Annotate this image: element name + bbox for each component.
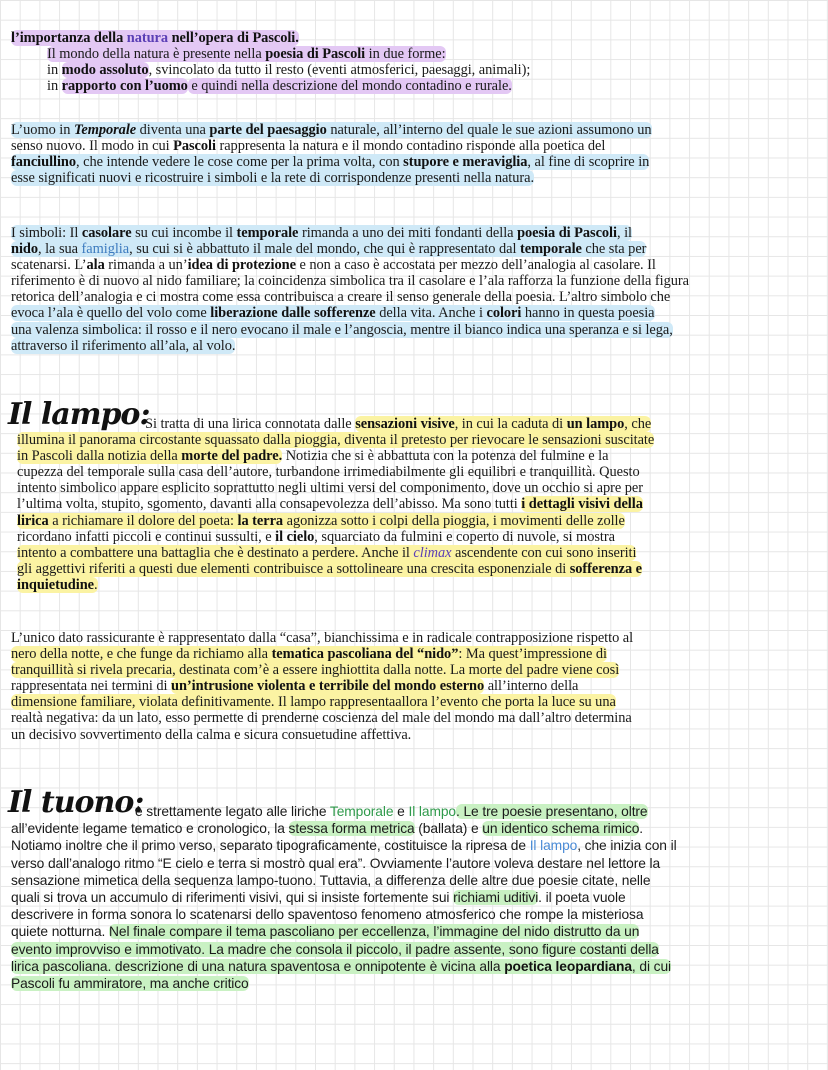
- section-il-tuono: è strettamente legato alle liriche Temporale e Il lampo. Le tre poesie presentano, oltre all’evidente legame tematico e cronologico, la stessa forma metrica (ballata) e un identico schema rimico. Notiamo inoltre che il primo verso, separato tipograficamente, costituisce la ripresa de Il lampo, che inizia con il verso dall’analogo ritmo “E cielo e terra si mostrò qual era”. Ovviamente l’autore voleva destare nel lettore la sensazione mimetica della sequenza lampo-tuono. Tuttavia, a differenza delle altre due poesie citate, nelle quali si trova un accumulo di riferimenti visivi, qui si insiste fortemente sui richiami uditivi. il poeta vuole descrivere in forma sonora lo scatenarsi dello spaventoso fenomeno atmosferico che rompe la misteriosa quiete notturna. Nel finale compare il tema pascoliano per eccellenza, l’immagine del nido distrutto da un evento improvviso e immotivato. La madre che consola il piccolo, il padre assente, sono figure costanti della lirica pascoliana. descrizione di una natura spaventosa e onnipotente è vicina alla poetica leopardiana, di cui Pascoli fu ammiratore, ma anche critico: [11, 804, 677, 991]
- section-temporale-uomo: L’uomo in Temporale diventa una parte del paesaggio naturale, all’interno del quale le sue azioni assumono un senso nuovo. Il modo in cui Pascoli rappresenta la natura e il mondo contadino risponde alla poetica del fanciullino, che intende vedere le cose come per la prima volta, con stupore e meraviglia, al fine di scoprire in esse significati nuovi e ricostruire i simboli e la rete di corrispondenze presenti nella natura.: [11, 122, 652, 187]
- section-casa: L’unico dato rassicurante è rappresentato dalla “casa”, bianchissima e in radicale contrapposizione rispetto al nero della notte, e che funge da richiamo alla tematica pascoliana del “nido”: Ma quest’impressione di tranquillità si rivela precaria, destinata com’è a essere inghiottita dalla notte. La morte del padre viene così rappresentata nei termini di un’intrusione violenta e terribile del mondo esterno all’interno della dimensione familiare, violata definitivamente. Il lampo rappresentaallora l’evento che porta la luce su una realtà negativa: da un lato, esso permette di prenderne coscienza del male del mondo ma dall’altro determina un decisivo sovvertimento della calma e sicura consuetudine affettiva.: [11, 630, 634, 743]
- section-il-lampo: Si tratta di una lirica connotata dalle sensazioni visive, in cui la caduta di un lampo, che illumina il panorama circostante squassato dalla pioggia, diventa il pretesto per rievocare le sensazioni suscitate in Pascoli dalla notizia della morte del padre. Notizia che si è abbattuta con la potenza del fulmine e la cupezza del temporale sulla casa dell’autore, turbandone irrimediabilmente gli equilibri e tranquillità. Questo intento simbolico appare esplicito soprattutto negli ultimi versi del componimento, dove un occhio si apre per l’ultima volta, stupito, sgomento, davanti alla consapevolezza dell’abisso. Ma sono tutti i dettagli visivi della lirica a richiamare il dolore del poeta: la terra agonizza sotto i colpi della pioggia, i movimenti delle zolle ricordano infatti piccoli e continui sussulti, e il cielo, squarciato da fulmini e coperto di nuvole, si mostra intento a combattere una battaglia che è destinato a perdere. Anche il climax ascendente con cui sono inseriti gli aggettivi riferiti a questi due elementi contribuisce a sottolineare una crescita esponenziale di sofferenza e inquietudine.: [17, 416, 655, 593]
- section-title: l’importanza della natura nell’opera di Pascoli.: [11, 30, 299, 46]
- heading-il-tuono: Il tuono:: [8, 785, 144, 820]
- heading-il-lampo: Il lampo:: [8, 397, 150, 432]
- section-natura: l’importanza della natura nell’opera di Pascoli. Il mondo della natura è presente nella poesia di Pascoli in due forme: in modo assoluto, svincolato da tutto il resto (eventi atmosferici, paesaggi, animali); in rapporto con l’uomo e quindi nella descrizione del mondo contadino e rurale.: [11, 30, 828, 94]
- section-simboli: I simboli: Il casolare su cui incombe il temporale rimanda a uno dei miti fondanti della poesia di Pascoli, il nido, la sua famiglia, su cui si è abbattuto il male del mondo, che qui è rappresentato dal temporale che sta per scatenarsi. L’ala rimanda a un’idea di protezione e non a caso è accostata per mezzo dell’analogia al casolare. Il riferimento è di nuovo al nido familiare; la coincidenza simbolica tra il casolare e l’ala rafforza la funzione della figura retorica dell’analogia e ci mostra come essa contribuisca a creare il senso generale della poesia. L’altro simbolo che evoca l’ala è quello del volo come liberazione dalle sofferenze della vita. Anche i colori hanno in questa poesia una valenza simbolica: il rosso e il nero evocano il male e l’angoscia, mentre il bianco indica una speranza e si lega, attraverso il riferimento all’ala, al volo.: [11, 225, 689, 354]
